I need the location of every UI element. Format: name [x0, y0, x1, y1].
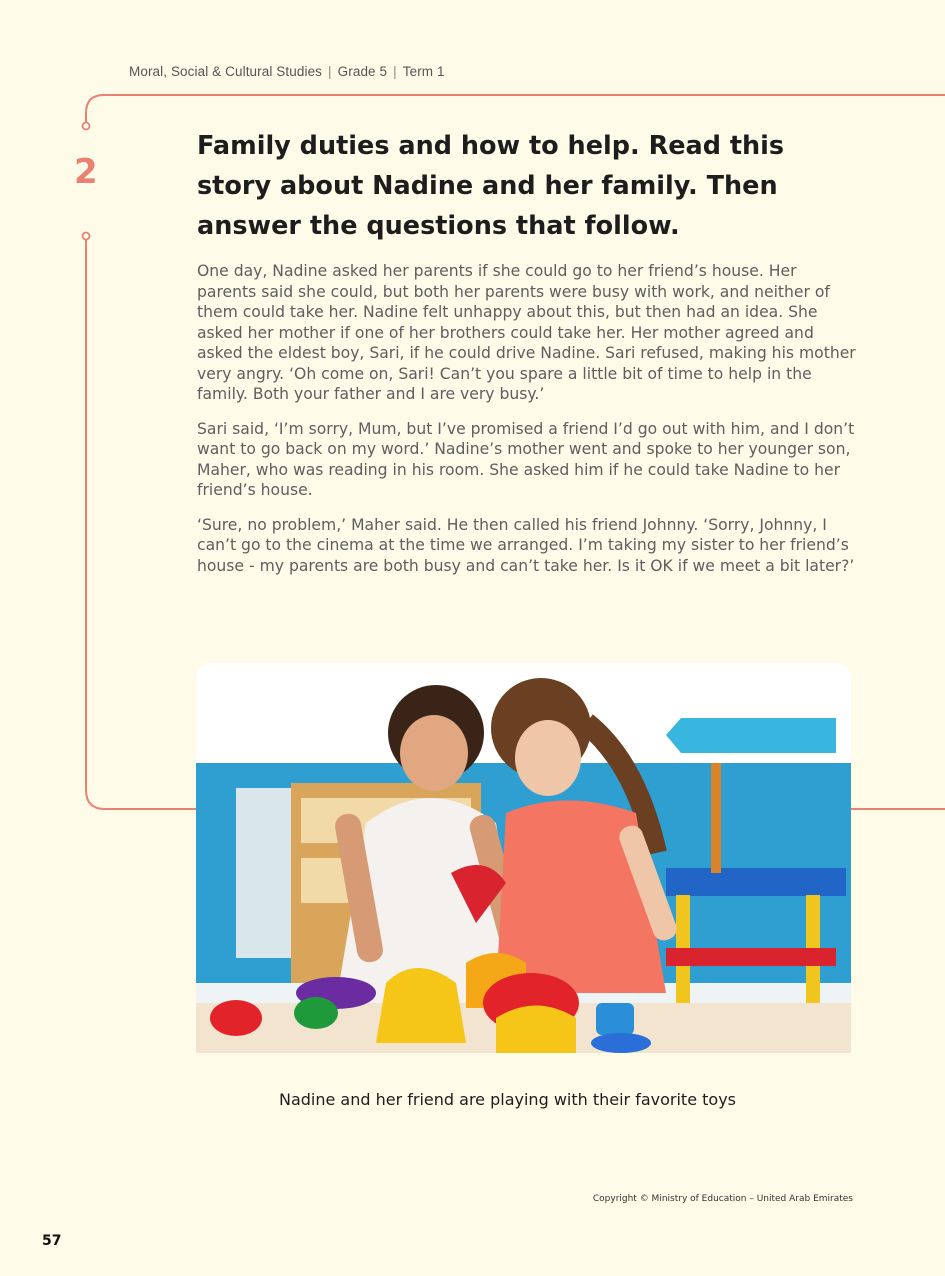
- grade-label: Grade 5: [337, 64, 388, 79]
- page-number: 57: [42, 1233, 62, 1249]
- story-paragraph: Sari said, ‘I’m sorry, Mum, but I’ve promised a friend I’d go out with him, and I don’t want to go back on my word.’ Nadine’s mother went and spoke to her younger son, Maher, who was reading in his room. She asked him if he could take Nadine to her friend’s house.: [197, 419, 855, 499]
- story-photo: [196, 663, 851, 1053]
- frame-bottom-node: [83, 233, 90, 240]
- question-number: 2: [74, 152, 98, 192]
- term-label: Term 1: [402, 64, 445, 79]
- story-paragraph: One day, Nadine asked her parents if she could go to her friend’s house. Her parents said she could, but both her parents were busy with work, and neither of them could take her. Nadine felt unhappy about this, but then had an idea. She asked her mother if one of her brothers could take her. Her mother agreed and asked the eldest boy, Sari, if he could drive Nadine. Sari refused, making his mother very angry. ‘Oh come on, Sari! Can’t you spare a little bit of time to help in the family. Both your father and I are very busy.’: [197, 262, 856, 403]
- frame-top-node: [83, 123, 90, 130]
- copyright-notice: Copyright © Ministry of Education – United Arab Emirates: [592, 1194, 853, 1204]
- header-separator: |: [328, 64, 332, 79]
- header-separator: |: [393, 64, 397, 79]
- story-text: [197, 261, 857, 590]
- story-paragraph: ‘Sure, no problem,’ Maher said. He then called his friend Johnny. ‘Sorry, Johnny, I can’t go to the cinema at the time we arranged. I’m taking my sister to her friend’s house - my parents are both busy and can’t take her. Is it OK if we meet a bit later?’: [197, 515, 855, 575]
- frame-left-line: [86, 240, 196, 809]
- question-title: Family duties and how to help. Read this story about Nadine and her family. Then answer the questions that follow.: [197, 131, 785, 241]
- frame-top-line: [86, 95, 945, 122]
- photo-caption: Nadine and her friend are playing with their favorite toys: [278, 1090, 736, 1109]
- subject-label: Moral, Social & Cultural Studies: [129, 64, 323, 79]
